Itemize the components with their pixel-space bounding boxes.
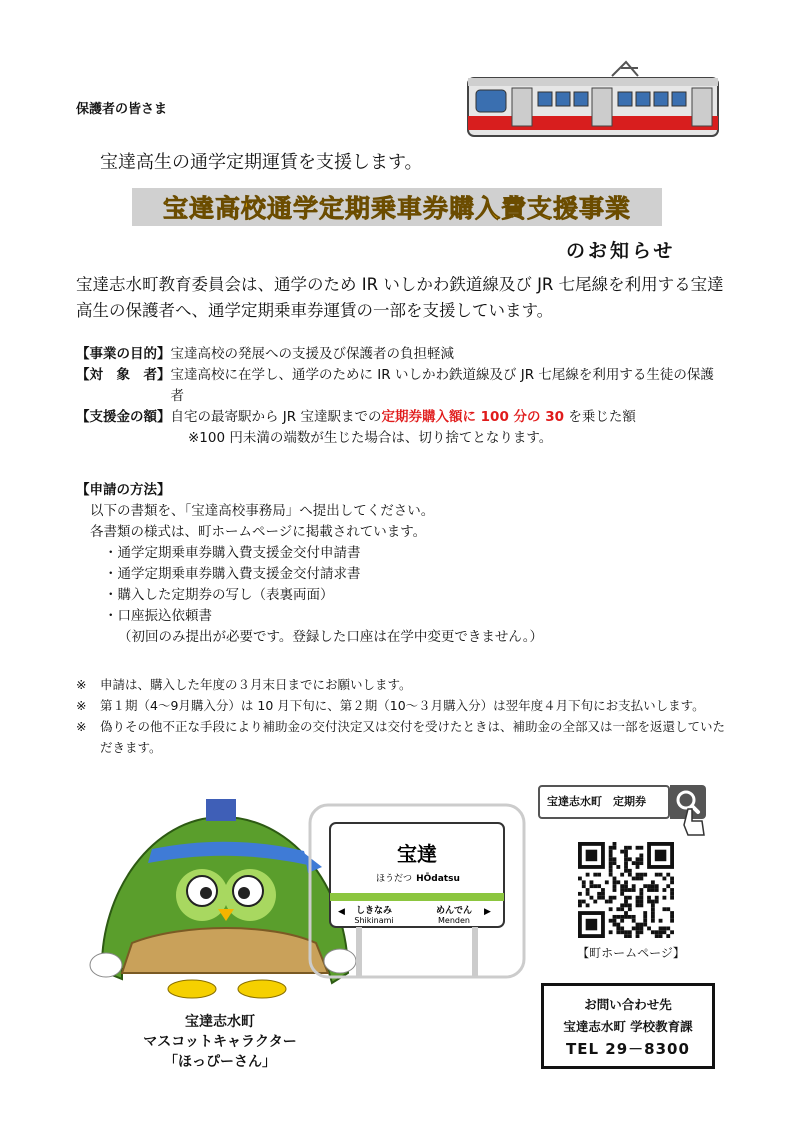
mascot-caption-line: マスコットキャラクター (143, 1034, 297, 1050)
intro-paragraph: 宝達志水町教育委員会は、通学のため IR いしかわ鉄道線及び JR 七尾線を利用する宝達高生の保護者へ、通学定期乗車券運賃の一部を支援しています。 (76, 275, 724, 320)
notes-section (76, 674, 726, 758)
sign-left-romaji: Shikinami (354, 916, 394, 925)
purpose-row (76, 344, 726, 365)
document-item: ・通学定期乗車券購入費支援金交付請求書 (104, 566, 361, 582)
amount-note: ※100 円未満の端数が生じた場合は、切り捨てとなります。 (188, 430, 553, 446)
mascot-caption-line: 宝達志水町 (185, 1014, 255, 1030)
note-mark: ※ (76, 698, 87, 713)
document-item: ・購入した定期券の写し（表裏両面） (104, 587, 334, 603)
station-sign (308, 803, 526, 979)
recipient-heading: 保護者の皆さま (76, 102, 168, 117)
subtitle: 宝達高生の通学定期運賃を支援します。 (100, 152, 423, 173)
sign-romaji: HŌdatsu (416, 874, 460, 884)
sign-right-arrow: ▶ (484, 907, 491, 917)
purpose-label: 【事業の目的】 (76, 346, 171, 362)
amount-text-pre: 自宅の最寄駅から JR 宝達駅までの (170, 409, 382, 425)
search-query: 宝達志水町 定期券 (538, 785, 670, 819)
pointer-hand-icon (680, 805, 710, 839)
account-note: （初回のみ提出が必要です。登録した口座は在学中変更できません。） (118, 629, 543, 645)
note-item (76, 695, 726, 716)
mascot-caption (120, 1012, 320, 1072)
target-text: 宝達高校に在学し、通学のために IR いしかわ鉄道線及び JR 七尾線を利用する生徒の保護者 (170, 367, 714, 404)
note-item (76, 674, 726, 695)
amount-highlight: 定期券購入額に 100 分の 30 (381, 409, 565, 425)
document-item: ・口座振込依頼書 (104, 608, 212, 624)
contact-tel: TEL 29－8300 (566, 1040, 690, 1058)
method-line-1: 以下の書類を、「宝達高校事務局」へ提出してください。 (90, 503, 435, 519)
method-label: 【申請の方法】 (76, 482, 171, 498)
title-banner (132, 188, 662, 226)
note-item (76, 716, 726, 758)
amount-row (76, 407, 726, 428)
note-mark: ※ (76, 719, 87, 734)
train-illustration (466, 58, 720, 140)
qr-code (578, 842, 674, 938)
document-item: ・通学定期乗車券購入費支援金交付申請書 (104, 545, 361, 561)
sign-right-romaji: Menden (438, 916, 470, 925)
sign-station-name: 宝達 (397, 842, 437, 866)
target-row (76, 365, 726, 407)
sign-left-arrow: ◀ (338, 907, 345, 917)
amount-text-post: を乗じた額 (564, 409, 636, 425)
contact-title: お問い合わせ先 (584, 997, 672, 1012)
contact-dept: 宝達志水町 学校教育課 (563, 1019, 693, 1034)
sign-reading: ほうだつ (375, 874, 413, 884)
note-text: 申請は、購入した年度の３月末日までにお願いします。 (100, 677, 412, 692)
purpose-text: 宝達高校の発展への支援及び保護者の負担軽減 (170, 346, 454, 362)
search-box (538, 785, 708, 821)
contact-box (541, 983, 715, 1069)
details-section (76, 344, 726, 449)
note-mark: ※ (76, 677, 87, 692)
qr-caption: 【町ホームページ】 (577, 946, 685, 960)
main-title: 宝達高校通学定期乗車券購入費支援事業 (162, 194, 631, 223)
method-line-2: 各書類の様式は、町ホームページに掲載されています。 (90, 524, 427, 540)
note-text: 偽りその他不正な手段により補助金の交付決定又は交付を受けたときは、補助金の全部又は一部を返還していただきます。 (100, 719, 726, 755)
notice-heading: のお知らせ (566, 240, 676, 262)
target-label: 【対 象 者】 (76, 367, 171, 383)
sign-left-station: しきなみ (355, 906, 393, 916)
amount-text (171, 407, 636, 428)
sign-right-station: めんでん (435, 906, 473, 916)
note-text: 第１期（4～9月購入分）は 10 月下旬に、第２期（10～３月購入分）は翌年度４月下旬にお支払いします。 (100, 698, 705, 713)
amount-label: 【支援金の額】 (76, 409, 171, 425)
method-section (76, 480, 726, 648)
mascot-caption-line: 「ほっぴーさん」 (164, 1054, 276, 1070)
